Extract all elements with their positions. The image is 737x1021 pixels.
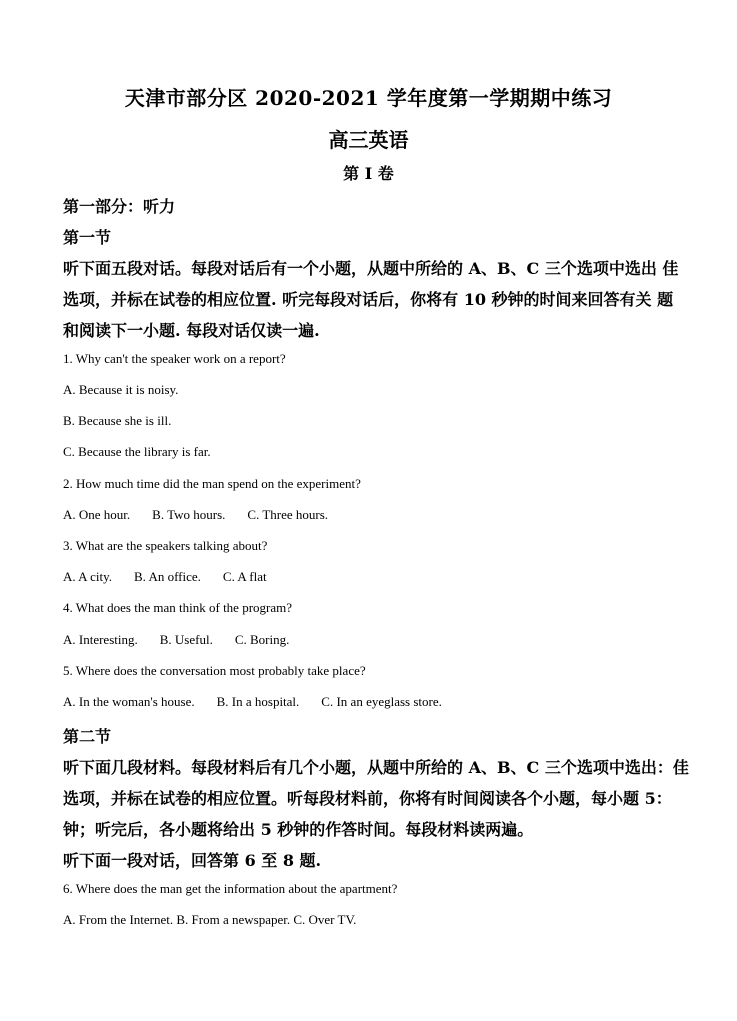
section1-instruction-line: 和阅读下一小题. 每段对话仅读一遍. bbox=[63, 321, 320, 340]
part-heading: 第一部分：听力 bbox=[63, 197, 176, 216]
question-6: 6. Where does the man get the information about the apartment? bbox=[63, 881, 398, 896]
question-2-options bbox=[63, 507, 350, 523]
question-4: 4. What does the man think of the program? bbox=[63, 600, 293, 615]
question-4-options bbox=[63, 632, 311, 648]
subject-title: 高三英语 bbox=[328, 128, 409, 152]
option-b: B. In a hospital. bbox=[216, 694, 300, 709]
question-1-option-a: A. Because it is noisy. bbox=[63, 382, 179, 397]
option-a: A. A city. bbox=[63, 569, 112, 584]
option-a: A. One hour. bbox=[63, 507, 131, 522]
document-title: 天津市部分区 2020-2021 学年度第一学期期中练习 bbox=[124, 86, 613, 110]
question-3: 3. What are the speakers talking about? bbox=[63, 538, 268, 553]
option-b: B. Useful. bbox=[159, 632, 213, 647]
section2-subheading: 听下面一段对话，回答第 6 至 8 题. bbox=[63, 851, 322, 870]
section2-instruction-line: 选项，并标在试卷的相应位置。听每段材料前，你将有时间阅读各个小题，每小题 5： bbox=[63, 789, 672, 808]
section2-instruction-line: 钟；听完后，各小题将给出 5 秒钟的作答时间。每段材料读两遍。 bbox=[63, 820, 534, 839]
question-5: 5. Where does the conversation most probably take place? bbox=[63, 663, 366, 678]
section2-instruction-line: 听下面几段材料。每段材料后有几个小题，从题中所给的 A、B、C 三个选项中选出：佳 bbox=[63, 758, 689, 777]
question-1: 1. Why can't the speaker work on a report? bbox=[63, 351, 286, 366]
question-2: 2. How much time did the man spend on the experiment? bbox=[63, 476, 361, 491]
option-b: B. An office. bbox=[134, 569, 201, 584]
section1-instruction-line: 选项，并标在试卷的相应位置. 听完每段对话后，你将有 10 秒钟的时间来回答有关 题 bbox=[63, 290, 674, 309]
option-c: C. In an eyeglass store. bbox=[321, 694, 442, 709]
option-c: C. Boring. bbox=[234, 632, 290, 647]
option-a: A. Interesting. bbox=[63, 632, 138, 647]
option-a: A. In the woman's house. bbox=[63, 694, 195, 709]
option-b: B. Two hours. bbox=[152, 507, 226, 522]
option-c: C. Three hours. bbox=[247, 507, 329, 522]
volume-label: 第 I 卷 bbox=[343, 164, 394, 183]
question-6-options: A. From the Internet. B. From a newspaper. C. Over TV. bbox=[63, 912, 357, 927]
section1-instruction-line: 听下面五段对话。每段对话后有一个小题，从题中所给的 A、B、C 三个选项中选出 佳 bbox=[63, 259, 679, 278]
question-1-option-c: C. Because the library is far. bbox=[63, 444, 211, 459]
section2-heading: 第二节 bbox=[63, 727, 112, 746]
question-3-options bbox=[63, 569, 289, 585]
question-1-option-b: B. Because she is ill. bbox=[63, 413, 172, 428]
question-5-options bbox=[63, 694, 464, 710]
option-c: C. A flat bbox=[222, 569, 267, 584]
section1-heading: 第一节 bbox=[63, 228, 112, 247]
